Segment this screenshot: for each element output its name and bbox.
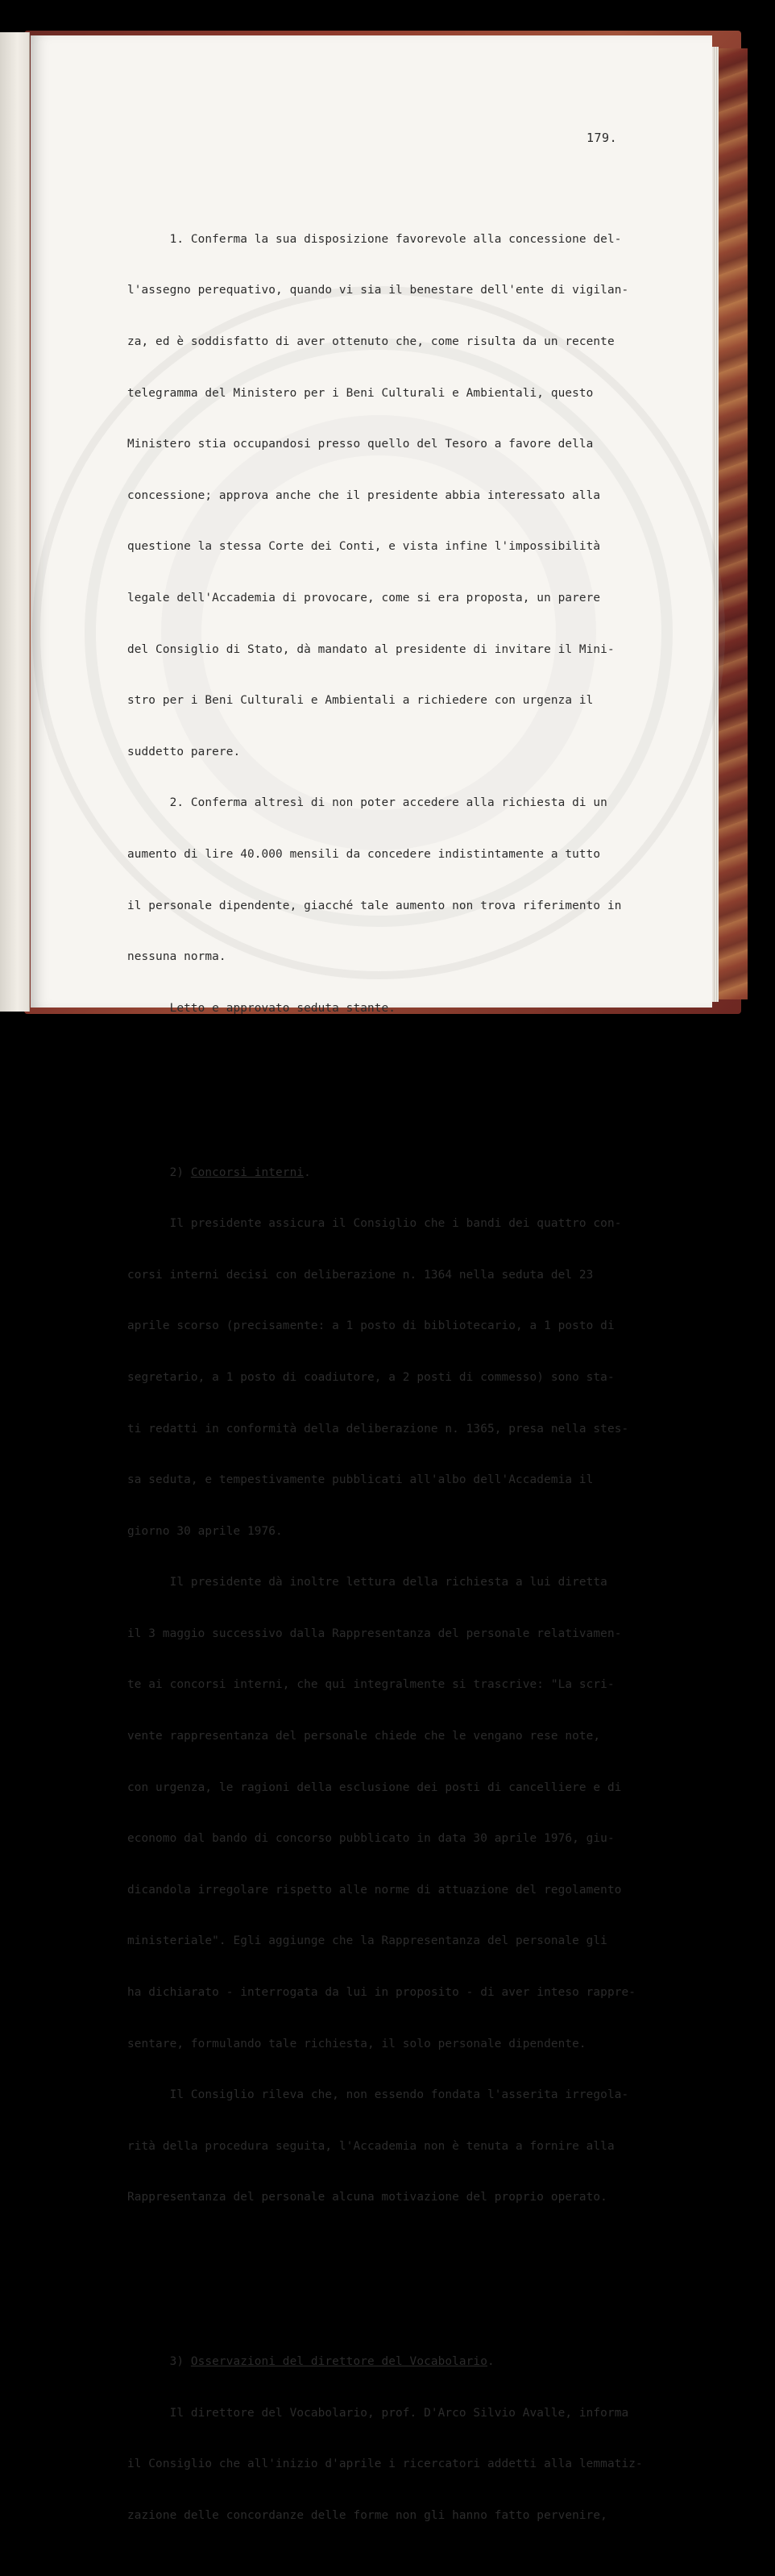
text-line: del Consiglio di Stato, dà mandato al presidente di invitare il Mini- xyxy=(127,642,615,656)
text-line: Rappresentanza del personale alcuna motivazione del proprio operato. xyxy=(127,2191,607,2204)
document-body xyxy=(127,163,659,2576)
text-line: Ministero stia occupandosi presso quello del Tesoro a favore della xyxy=(127,438,594,451)
marbled-edge xyxy=(715,48,748,999)
text-line: dicandola irregolare rispetto alle norme di attuazione del regolamento xyxy=(127,1883,622,1897)
page-number: 179. xyxy=(586,131,618,145)
text-line: suddetto parere. xyxy=(127,745,241,758)
section-2 xyxy=(127,1130,659,2241)
text-line: corsi interni decisi con deliberazione n. 1364 nella seduta del 23 xyxy=(127,1268,594,1282)
section-3-heading: Osservazioni del direttore del Vocabolario xyxy=(190,2355,487,2369)
text-line: il 3 maggio successivo dalla Rappresentanza del personale relativamen- xyxy=(127,1627,622,1640)
text-line: rità della procedura seguita, l'Accademia non è tenuta a fornire alla xyxy=(127,2139,615,2153)
section-3-title xyxy=(127,2354,659,2370)
text-line: con urgenza, le ragioni della esclusione dei posti di cancelliere e di xyxy=(127,1780,622,1794)
section-2-number: 2) xyxy=(127,1165,191,1179)
left-page-edge xyxy=(0,32,30,1012)
text-line: legale dell'Accademia di provocare, come si era proposta, un parere xyxy=(127,591,601,605)
section-2-period: . xyxy=(304,1165,311,1179)
section-2-title xyxy=(127,1165,659,1182)
text-line: Letto e approvato seduta stante. xyxy=(127,1001,396,1015)
text-line: l'assegno perequativo, quando vi sia il benestare dell'ente di vigilan- xyxy=(127,284,629,297)
text-line: Il Consiglio rileva che, non essendo fondata l'asserita irregola- xyxy=(127,2088,629,2102)
text-line: Il presidente assicura il Consiglio che i bandi dei quattro con- xyxy=(127,1217,622,1231)
text-line: nessuna norma. xyxy=(127,950,226,964)
text-line: Il direttore del Vocabolario, prof. D'Arco Silvio Avalle, informa xyxy=(127,2406,629,2420)
text-line: telegramma del Ministero per i Beni Culturali e Ambientali, questo xyxy=(127,386,594,400)
text-line: Il presidente dà inoltre lettura della richiesta a lui diretta xyxy=(127,1576,607,1589)
paragraph-gap xyxy=(127,2275,659,2285)
text-line: stro per i Beni Culturali e Ambientali a richiedere con urgenza il xyxy=(127,694,594,708)
text-line: aumento di lire 40.000 mensili da concedere indistintamente a tutto xyxy=(127,847,601,861)
text-line: ministeriale". Egli aggiunge che la Rappresentanza del personale gli xyxy=(127,1934,607,1948)
text-line: vente rappresentanza del personale chiede che le vengano rese note, xyxy=(127,1730,601,1743)
text-line: giorno 30 aprile 1976. xyxy=(127,1524,283,1538)
text-line: sa seduta, e tempestivamente pubblicati all'albo dell'Accademia il xyxy=(127,1473,594,1487)
section-1 xyxy=(127,197,659,1051)
text-line: segretario, a 1 posto di coadiutore, a 2 posti di commesso) sono sta- xyxy=(127,1370,615,1384)
paragraph-gap xyxy=(127,1086,659,1096)
text-line: questione la stessa Corte dei Conti, e vista infine l'impossibilità xyxy=(127,540,601,554)
text-line: 1. Conferma la sua disposizione favorevole alla concessione del- xyxy=(127,232,622,246)
section-3 xyxy=(127,2320,659,2559)
text-line: concessione; approva anche che il presidente abbia interessato alla xyxy=(127,488,601,502)
text-line: economo dal bando di concorso pubblicato in data 30 aprile 1976, giu- xyxy=(127,1832,615,1846)
text-line: za, ed è soddisfatto di aver ottenuto che, come risulta da un recente xyxy=(127,335,615,348)
text-line: aprile scorso (precisamente: a 1 posto di bibliotecario, a 1 posto di xyxy=(127,1319,615,1333)
section-3-period: . xyxy=(487,2355,495,2369)
text-line: zazione delle concordanze delle forme non gli hanno fatto pervenire, xyxy=(127,2509,607,2522)
text-line: il Consiglio che all'inizio d'aprile i ricercatori addetti alla lemmatiz- xyxy=(127,2458,643,2471)
text-line: il personale dipendente, giacché tale aumento non trova riferimento in xyxy=(127,899,622,912)
text-line: 2. Conferma altresì di non poter accedere alla richiesta di un xyxy=(127,796,607,810)
text-line: ha dichiarato - interrogata da lui in proposito - di aver inteso rappre- xyxy=(127,1986,636,2000)
section-2-heading: Concorsi interni xyxy=(190,1165,305,1179)
text-line: sentare, formulando tale richiesta, il solo personale dipendente. xyxy=(127,2037,586,2050)
text-line: ti redatti in conformità della deliberazione n. 1365, presa nella stes- xyxy=(127,1422,629,1435)
text-line: te ai concorsi interni, che qui integralmente si trascrive: "La scri- xyxy=(127,1678,615,1692)
section-3-number: 3) xyxy=(127,2355,191,2369)
